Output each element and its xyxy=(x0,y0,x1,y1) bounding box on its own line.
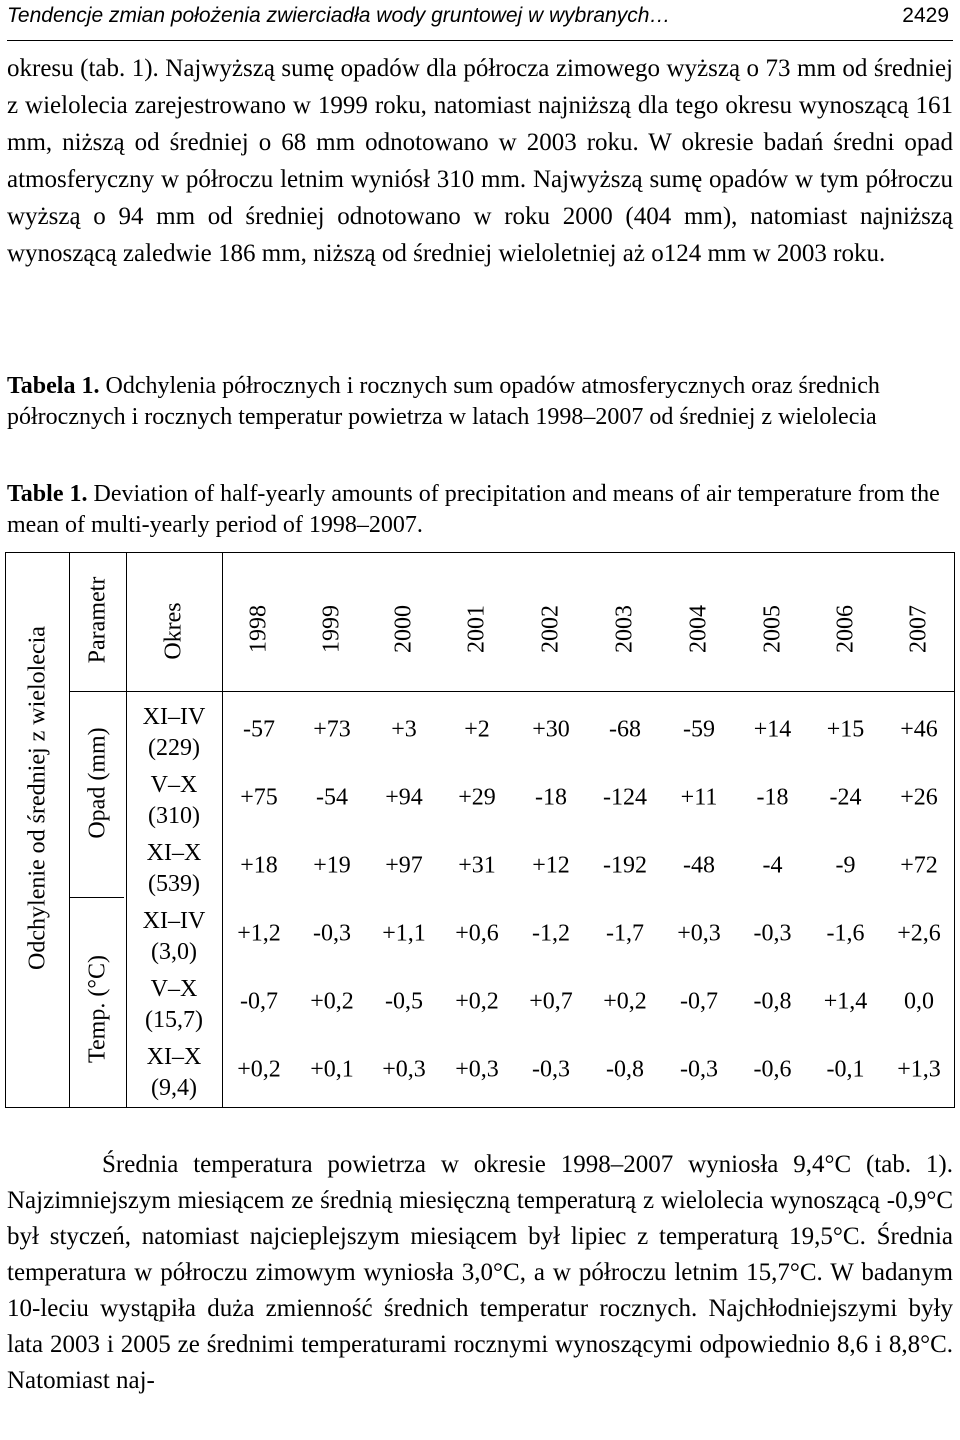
table-year-header: 1998 xyxy=(245,605,272,653)
period-range: XI–X xyxy=(146,1044,202,1070)
table-value-cell: -0,1 xyxy=(826,1056,865,1083)
table-value-cell: -4 xyxy=(762,852,783,879)
table-value-cell: -24 xyxy=(829,784,862,811)
period-mean: (539) xyxy=(148,871,200,897)
table-group-label: Temp. (°C) xyxy=(84,955,110,1063)
table-value-cell: +29 xyxy=(458,784,496,811)
period-range: XI–IV xyxy=(142,704,206,730)
table-caption-pl-label: Tabela 1. xyxy=(7,373,100,399)
table-value-cell: +0,3 xyxy=(677,920,721,947)
table-period-cell xyxy=(145,974,203,1036)
period-mean: (229) xyxy=(148,735,200,761)
running-header xyxy=(7,0,953,41)
period-mean: (9,4) xyxy=(151,1075,197,1101)
table-value-cell: +46 xyxy=(900,716,938,743)
table-value-cell: -192 xyxy=(603,852,647,879)
table-year-header: 2004 xyxy=(685,605,712,653)
table-value-cell: -0,3 xyxy=(313,920,351,947)
table-year-header: 2005 xyxy=(759,605,785,653)
table-value-cell: 0,0 xyxy=(904,988,934,1015)
table-caption-en-label: Table 1. xyxy=(7,481,88,507)
table-value-cell: +75 xyxy=(240,784,278,811)
table-value-cell: +14 xyxy=(753,716,792,743)
table-value-cell: -18 xyxy=(756,784,789,811)
table-value-cell: -59 xyxy=(683,716,715,743)
table-value-cell: +72 xyxy=(900,852,938,879)
table-value-cell: +15 xyxy=(826,716,865,743)
table-value-cell: +2 xyxy=(464,716,490,743)
table-value-cell: +1,2 xyxy=(237,920,281,947)
period-range: V–X xyxy=(150,976,198,1002)
table-value-cell: -9 xyxy=(835,852,856,879)
table-value-cell: +31 xyxy=(458,852,496,879)
table-value-cell: +1,1 xyxy=(382,920,426,947)
period-mean: (15,7) xyxy=(145,1007,203,1033)
table-year-header: 2002 xyxy=(537,605,564,653)
page-number: 2429 xyxy=(902,4,949,27)
table-value-cell: -68 xyxy=(609,716,641,743)
table-value-cell: +0,7 xyxy=(529,988,573,1015)
table-value-cell: +0,6 xyxy=(455,920,499,947)
table-param-header: Parametr xyxy=(84,576,110,664)
table-value-cell: +0,2 xyxy=(455,988,499,1015)
paragraph-precipitation: okresu (tab. 1). Najwyższą sumę opadów dla półrocza zimowego wyższą o 73 mm od średniej z wielolecia zarejestrowano w 1999 roku, natomiast najniższą dla tego okresu wynoszącą 161 mm, niższą od średniej o 68 mm odnotowano w 2003 roku. W okresie badań średni opad atmosferyczny w półroczu letnim wyniósł 310 mm. Najwyższą sumę opadów w tym półroczu wyższą o 94 mm od średniej odnotowano w roku 2000 (404 mm), natomiast najniższą wynoszącą zaledwie 186 mm, niższą od średniej wieloletniej aż o124 mm w 2003 roku. xyxy=(7,55,953,267)
table-period-header: Okres xyxy=(160,602,187,660)
table-column-rule xyxy=(69,553,70,1107)
table-value-cell: +18 xyxy=(240,852,278,879)
table-value-cell: +19 xyxy=(313,852,351,879)
period-mean: (310) xyxy=(148,803,200,829)
table-value-cell: +0,2 xyxy=(310,988,354,1015)
table-value-cell: +26 xyxy=(900,784,938,811)
table-value-cell: -0,7 xyxy=(680,988,718,1015)
table-value-cell: +0,1 xyxy=(310,1056,354,1083)
table-value-cell: -0,3 xyxy=(680,1056,718,1083)
period-mean: (3,0) xyxy=(151,939,197,965)
period-range: XI–IV xyxy=(142,908,206,934)
period-range: V–X xyxy=(150,772,198,798)
table-period-cell xyxy=(143,702,206,764)
table-value-cell: +30 xyxy=(532,716,570,743)
table-value-cell: +1,4 xyxy=(823,988,868,1015)
table-column-rule xyxy=(126,553,127,1107)
paragraph-temperature xyxy=(7,1147,953,1399)
table-value-cell: -1,7 xyxy=(606,920,644,947)
table-value-cell: -0,6 xyxy=(753,1056,792,1083)
table-value-cell: +0,3 xyxy=(455,1056,499,1083)
deviation-table xyxy=(5,552,955,1108)
table-value-cell: -1,2 xyxy=(532,920,570,947)
table-group-label: Opad (mm) xyxy=(84,727,110,839)
running-header-title: Tendencje zmian położenia zwierciadła wody gruntowej w wybranych… xyxy=(7,4,671,27)
table-column-rule xyxy=(222,553,223,1107)
table-side-label: Odchylenie od średniej z wielolecia xyxy=(24,626,50,970)
table-value-cell: +0,2 xyxy=(237,1056,281,1083)
table-caption-pl-text: Odchylenia półrocznych i rocznych sum opadów atmosferycznych oraz średnich półrocznych i rocznych temperatur powietrza w latach 1998–2007 od średniej z wielolecia xyxy=(7,373,880,430)
table-year-header: 1999 xyxy=(318,605,345,653)
table-year-header: 2007 xyxy=(905,605,932,653)
table-value-cell: +94 xyxy=(385,784,423,811)
table-period-cell xyxy=(148,770,200,832)
table-year-header: 2000 xyxy=(390,605,417,653)
table-caption-en xyxy=(7,479,953,541)
table-value-cell: +2,6 xyxy=(897,920,941,947)
table-value-cell: -57 xyxy=(243,716,275,743)
table-value-cell: -48 xyxy=(683,852,715,879)
table-value-cell: -54 xyxy=(316,784,348,811)
table-group-rule xyxy=(69,897,124,898)
table-year-header: 2003 xyxy=(611,605,638,653)
table-value-cell: -0,5 xyxy=(385,988,423,1015)
table-period-cell xyxy=(147,1042,202,1104)
table-period-cell xyxy=(143,906,206,968)
period-range: XI–X xyxy=(146,840,202,866)
table-value-cell: -0,3 xyxy=(753,920,792,947)
table-value-cell: -0,7 xyxy=(240,988,278,1015)
table-value-cell: +73 xyxy=(313,716,351,743)
table-value-cell: -0,8 xyxy=(753,988,792,1015)
table-value-cell: +1,3 xyxy=(897,1056,941,1083)
table-value-cell: +12 xyxy=(532,852,570,879)
paragraph-temperature-text: Średnia temperatura powietrza w okresie 1998–2007 wyniosła 9,4°C (tab. 1). Najzimniejszym miesiącem ze średnią miesięczną temperaturą z wielolecia wynoszącą -0,9°C był styczeń, natomiast najcieplejszym miesiącem był lipiec z temperaturą 19,5°C. Średnia temperatura w półroczu zimowym wyniosła 3,0°C, a w półroczu letnim 15,7°C. W badanym 10-leciu wystąpiła duża zmienność średnich temperatur rocznych. Najchłodniejszymi były lata 2003 i 2005 ze średnimi temperaturami rocznymi wynoszącymi odpowiednio 8,6 i 8,8°C. Natomiast naj- xyxy=(7,1151,953,1394)
table-period-cell xyxy=(147,838,202,900)
table-value-cell: -0,8 xyxy=(606,1056,644,1083)
table-value-cell: -0,3 xyxy=(532,1056,570,1083)
table-value-cell: +0,3 xyxy=(382,1056,426,1083)
table-year-header: 2001 xyxy=(463,605,490,653)
table-caption-pl xyxy=(7,371,953,433)
table-value-cell: +97 xyxy=(385,852,423,879)
table-year-header: 2006 xyxy=(832,605,858,653)
table-value-cell: +3 xyxy=(391,716,417,743)
table-caption-en-text: Deviation of half-yearly amounts of precipitation and means of air temperature from the mean of multi-yearly period of 1998–2007. xyxy=(7,481,940,538)
table-header-rule xyxy=(69,691,954,692)
table-value-cell: -18 xyxy=(535,784,567,811)
table-value-cell: -1,6 xyxy=(826,920,865,947)
table-value-cell: +0,2 xyxy=(603,988,647,1015)
table-value-cell: +11 xyxy=(680,784,718,811)
table-value-cell: -124 xyxy=(603,784,647,811)
